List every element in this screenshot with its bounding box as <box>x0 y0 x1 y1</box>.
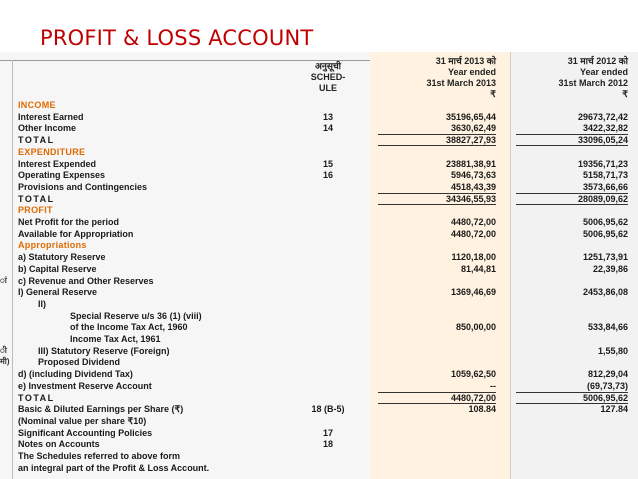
row-label: of the Income Tax Act, 1960 <box>70 322 188 333</box>
schedule-header <box>298 61 358 94</box>
section-header <box>0 239 638 251</box>
row-label: INCOME <box>18 100 56 110</box>
total-rule <box>378 193 496 194</box>
total-rule <box>516 134 628 135</box>
value-2013: 81,44,81 <box>460 263 496 274</box>
row-label: Operating Expenses <box>18 170 106 181</box>
section-header <box>0 99 638 111</box>
schedule-header-hindi: अनुसूची <box>314 61 341 71</box>
value-2012: 127.84 <box>600 404 628 415</box>
table-row <box>0 368 638 380</box>
value-2012: 533,84,66 <box>587 322 628 333</box>
total-row <box>0 134 638 146</box>
value-2012: 19356,71,23 <box>577 158 628 169</box>
row-schedule: 16 <box>322 170 333 181</box>
table-row <box>0 111 638 123</box>
value-2013: 35196,65,44 <box>445 111 496 122</box>
table-row <box>0 216 638 228</box>
value-2013: 4480,72,00 <box>450 392 496 403</box>
table-row <box>0 345 638 357</box>
total-rule <box>378 392 496 393</box>
value-2012: 1251,73,91 <box>582 252 628 263</box>
table-row <box>0 427 638 439</box>
table-row <box>0 333 638 345</box>
row-label: Interest Earned <box>18 111 84 122</box>
value-2013: 4518,43,39 <box>450 181 496 192</box>
value-2013: 38827,27,93 <box>445 135 496 146</box>
table-row <box>0 275 638 287</box>
row-label: d) (including Dividend Tax) <box>18 369 133 380</box>
column-2012-header <box>512 56 628 100</box>
value-2013: 4480,72,00 <box>450 217 496 227</box>
section-header <box>0 146 638 158</box>
row-label: (Nominal value per share ₹10) <box>18 415 147 426</box>
schedule-header-line1: SCHED- <box>310 72 346 82</box>
table-row <box>0 298 638 310</box>
value-2012: 29673,72,42 <box>577 111 628 122</box>
value-2012: (69,73,73) <box>586 380 628 391</box>
row-label: b) Capital Reserve <box>18 263 97 274</box>
table-row <box>0 450 638 462</box>
row-label: c) Revenue and Other Reserves <box>18 275 154 286</box>
row-label: Interest Expended <box>18 158 97 169</box>
page-title: PROFIT & LOSS ACCOUNT <box>40 26 314 50</box>
row-schedule: 18 (B-5) <box>311 404 345 415</box>
col2012-line2: 31st March 2012 <box>558 78 628 88</box>
row-label: The Schedules referred to above form <box>18 451 181 461</box>
table-row <box>0 403 638 415</box>
col2013-line1: Year ended <box>447 67 496 77</box>
table-row <box>0 286 638 298</box>
value-2013: 23881,38,91 <box>445 158 496 169</box>
col2013-hindi: 31 मार्च 2013 को <box>435 56 496 66</box>
row-label: an integral part of the Profit & Loss Account. <box>18 462 210 473</box>
row-label: Available for Appropriation <box>18 228 134 239</box>
margin-mark: मी) <box>0 357 10 367</box>
value-2012: 33096,05,24 <box>577 135 628 146</box>
value-2013: 850,00,00 <box>455 322 496 333</box>
table-row <box>0 380 638 392</box>
row-label: a) Statutory Reserve <box>18 252 106 263</box>
col2012-line1: Year ended <box>579 67 628 77</box>
row-label: Net Profit for the period <box>18 217 119 227</box>
row-label: Proposed Dividend <box>38 357 121 368</box>
row-schedule: 15 <box>322 158 333 169</box>
value-2012: 5006,95,62 <box>582 217 628 227</box>
row-label: TOTAL <box>18 135 55 146</box>
total-row <box>0 392 638 404</box>
value-2013: 1369,46,69 <box>450 287 496 298</box>
col2012-currency: ₹ <box>622 89 628 99</box>
table-row <box>0 169 638 181</box>
col2013-currency: ₹ <box>490 89 496 99</box>
table-row <box>0 263 638 275</box>
margin-mark: ी <box>0 345 7 355</box>
col2013-line2: 31st March 2013 <box>426 78 496 88</box>
row-label: PROFIT <box>18 205 53 216</box>
row-label: TOTAL <box>18 193 55 204</box>
value-2013: 1059,62,50 <box>450 369 496 380</box>
value-2012: 5158,71,73 <box>582 170 628 181</box>
row-label: e) Investment Reserve Account <box>18 380 152 391</box>
col2012-hindi: 31 मार्च 2012 को <box>567 56 628 66</box>
table-row <box>0 181 638 193</box>
value-2012: 2453,86,08 <box>582 287 628 298</box>
value-2013: 4480,72,00 <box>450 228 496 239</box>
row-label: Significant Accounting Policies <box>18 427 153 438</box>
row-schedule: 13 <box>322 111 333 122</box>
table-row <box>0 228 638 240</box>
value-2012: 28089,09,62 <box>577 193 628 204</box>
total-rule <box>516 392 628 393</box>
total-rule <box>378 134 496 135</box>
value-2013: 34346,55,93 <box>445 193 496 204</box>
row-label: III) Statutory Reserve (Foreign) <box>38 345 170 356</box>
row-schedule: 18 <box>322 439 333 450</box>
total-rule <box>516 193 628 194</box>
row-label: Income Tax Act, 1961 <box>70 334 161 344</box>
value-2012: 812,29,04 <box>587 369 628 380</box>
row-label: I) General Reserve <box>18 287 98 298</box>
row-label: Basic & Diluted Earnings per Share (₹) <box>18 404 184 415</box>
value-2012: 5006,95,62 <box>582 228 628 239</box>
value-2013: 5946,73,63 <box>450 170 496 181</box>
schedule-header-line2: ULE <box>319 83 337 93</box>
table-row <box>0 415 638 427</box>
table-row <box>0 122 638 134</box>
value-2012: 3573,66,66 <box>582 181 628 192</box>
value-2012: 22,39,86 <box>592 263 628 274</box>
section-header <box>0 204 638 216</box>
value-2013: 1120,18,00 <box>451 252 496 263</box>
value-2013: 108.84 <box>468 404 496 415</box>
row-label: II) <box>38 298 46 309</box>
row-label: Provisions and Contingencies <box>18 181 148 192</box>
table-row <box>0 321 638 333</box>
table-row <box>0 438 638 450</box>
statement-document <box>0 52 638 479</box>
column-2013-header <box>372 56 496 100</box>
total-row <box>0 193 638 205</box>
row-schedule: 17 <box>322 427 333 438</box>
row-label: TOTAL <box>18 392 55 403</box>
table-row <box>0 462 638 474</box>
table-row <box>0 158 638 170</box>
row-label: EXPENDITURE <box>18 146 86 157</box>
row-label: Special Reserve u/s 36 (1) (viii) <box>70 310 202 321</box>
table-row <box>0 356 638 368</box>
value-2013: -- <box>490 380 496 391</box>
margin-mark: ां <box>0 275 7 285</box>
row-label: Notes on Accounts <box>18 439 100 450</box>
table-row <box>0 251 638 263</box>
value-2012: 1,55,80 <box>597 345 628 356</box>
value-2012: 5006,95,62 <box>582 392 628 403</box>
value-2013: 3630,62,49 <box>450 123 496 134</box>
table-row <box>0 310 638 322</box>
row-schedule: 14 <box>322 123 333 134</box>
value-2012: 3422,32,82 <box>582 123 628 134</box>
row-label: Appropriations <box>18 240 87 251</box>
row-label: Other Income <box>18 123 77 134</box>
